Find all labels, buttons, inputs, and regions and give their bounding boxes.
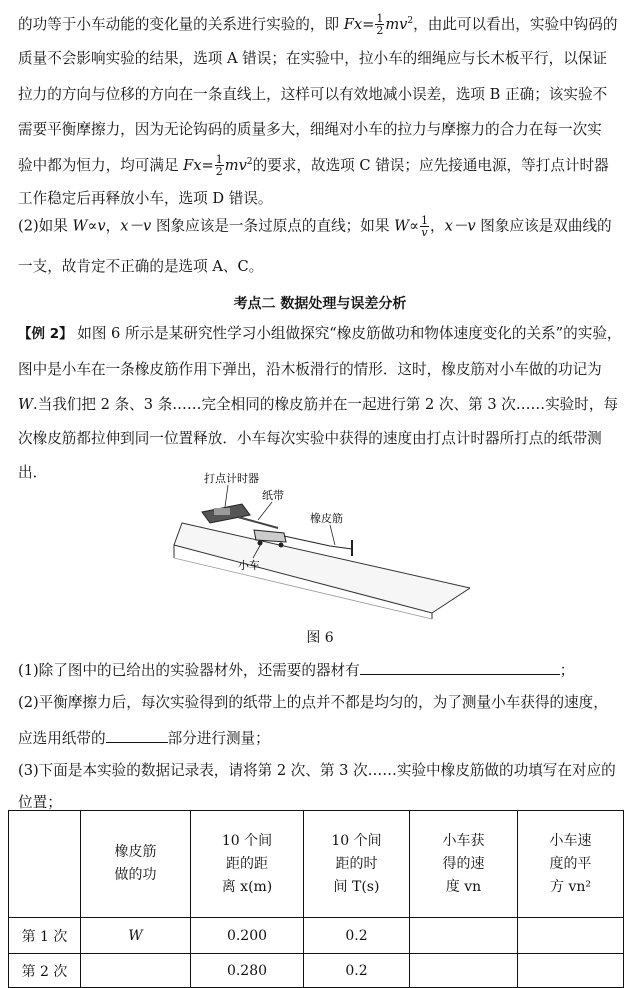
example-line2: 图中是小车在一条橡皮筋作用下弹出，沿木板滑行的情形．这时，橡皮筋对小车做的功记为 — [18, 361, 602, 378]
table-row — [9, 918, 624, 954]
header-work: 橡皮筋 做的功 — [81, 811, 191, 918]
fraction-half: $\frac{1}{2}$ — [376, 12, 384, 38]
cell-work[interactable] — [81, 954, 191, 988]
fraction-one-over-v: $\frac{1}{v}$ — [420, 214, 428, 239]
cell-time: 0.2 — [304, 954, 410, 988]
para1-line5: 验中都为恒力，均可满足 Fx= $\frac{1}{2}$ $mv^2$的要求，故选项 C 错误；应先接通电源，等打点计时器 — [18, 153, 609, 179]
cell-distance: 0.200 — [191, 918, 304, 954]
section-heading: 考点二 数据处理与误差分析 — [233, 296, 407, 312]
question-3-line1: (3)下面是本实验的数据记录表，请将第 2 次、第 3 次……实验中橡皮筋做的功填写在对应的 — [18, 762, 616, 779]
example-line4: 次橡皮筋都拉伸到同一位置释放．小车每次实验中获得的速度由打点计时器所打点的纸带测 — [18, 430, 602, 447]
cell-speed-squared[interactable] — [518, 954, 624, 988]
example-line3: W.当我们把 2 条、3 条……完全相同的橡皮筋并在一起进行第 2 次、第 3 次……实验时，每 — [18, 396, 619, 413]
para1-line6: 工作稳定后再释放小车，选项 D 错误。 — [18, 190, 273, 207]
cell-distance: 0.280 — [191, 954, 304, 988]
timer-device — [202, 504, 250, 523]
row-label: 第 2 次 — [9, 954, 81, 988]
answer-blank-2[interactable] — [106, 728, 168, 743]
row-label: 第 1 次 — [9, 918, 81, 954]
question-1: (1)除了图中的已给出的实验器材外，还需要的器材有 ； — [18, 662, 575, 679]
answer-blank-1[interactable] — [360, 660, 560, 675]
cell-work[interactable]: W — [81, 918, 191, 954]
table-header-row — [9, 811, 624, 918]
para1-line3: 拉力的方向与位移的方向在一条直线上，这样可以有效地减小误差，选项 B 正确；该实验不 — [18, 86, 608, 103]
fraction-half: $\frac{1}{2}$ — [215, 153, 223, 179]
header-empty — [9, 811, 81, 918]
figure-6 — [170, 470, 470, 620]
cell-speed-squared[interactable] — [518, 918, 624, 954]
header-speed: 小车获 得的速 度 vn — [410, 811, 518, 918]
para2-line2: 一支，故肯定不正确的是选项 A、C。 — [18, 258, 264, 275]
label-cart: 小车 — [238, 559, 260, 572]
cell-speed[interactable] — [410, 954, 518, 988]
para2-line1: (2)如果 W∝v，x－v 图象应该是一条过原点的直线；如果 W∝ $\frac{1}{v}$ ，x－v 图象应该是双曲线的 — [18, 214, 612, 239]
rubber-band — [284, 536, 352, 549]
cell-time: 0.2 — [304, 918, 410, 954]
header-speed-squared: 小车速 度的平 方 vn² — [518, 811, 624, 918]
para1-line2: 质量不会影响实验的结果，选项 A 错误；在实验中，拉小车的细绳应与长木板平行，以保证 — [18, 50, 607, 67]
long-board — [174, 523, 470, 613]
para1-line1: 的功等于小车动能的变化量的关系进行实验的，即 Fx= $\frac{1}{2}$ $mv^2$，由此可以看出，实验中钩码的 — [18, 12, 618, 38]
label-tape: 纸带 — [262, 489, 284, 502]
example-line5: 出． — [18, 464, 48, 481]
header-time: 10 个间 距的时 间 T(s) — [304, 811, 410, 918]
header-distance: 10 个间 距的距 离 x(m) — [191, 811, 304, 918]
paper-tape — [238, 517, 278, 528]
apparatus-illustration — [170, 470, 470, 620]
example-line1: 【例 2】 如图 6 所示是某研究性学习小组做探究“橡皮筋做功和物体速度变化的关系”的实验， — [18, 325, 622, 342]
question-2-line1: (2)平衡摩擦力后，每次实验得到的纸带上的点并不都是均匀的，为了测量小车获得的速度， — [18, 694, 608, 711]
table-row — [9, 954, 624, 988]
para1-line4: 需要平衡摩擦力，因为无论钩码的质量多大，细绳对小车的拉力与摩擦力的合力在每一次实 — [18, 121, 602, 138]
label-timer: 打点计时器 — [204, 472, 259, 485]
figure-caption: 图 6 — [306, 630, 334, 646]
cell-speed[interactable] — [410, 918, 518, 954]
label-rubber-band: 橡皮筋 — [310, 512, 343, 525]
question-2-line2: 应选用纸带的 部分进行测量； — [18, 730, 270, 747]
question-3-line2: 位置； — [18, 794, 62, 811]
data-record-table — [8, 810, 624, 988]
